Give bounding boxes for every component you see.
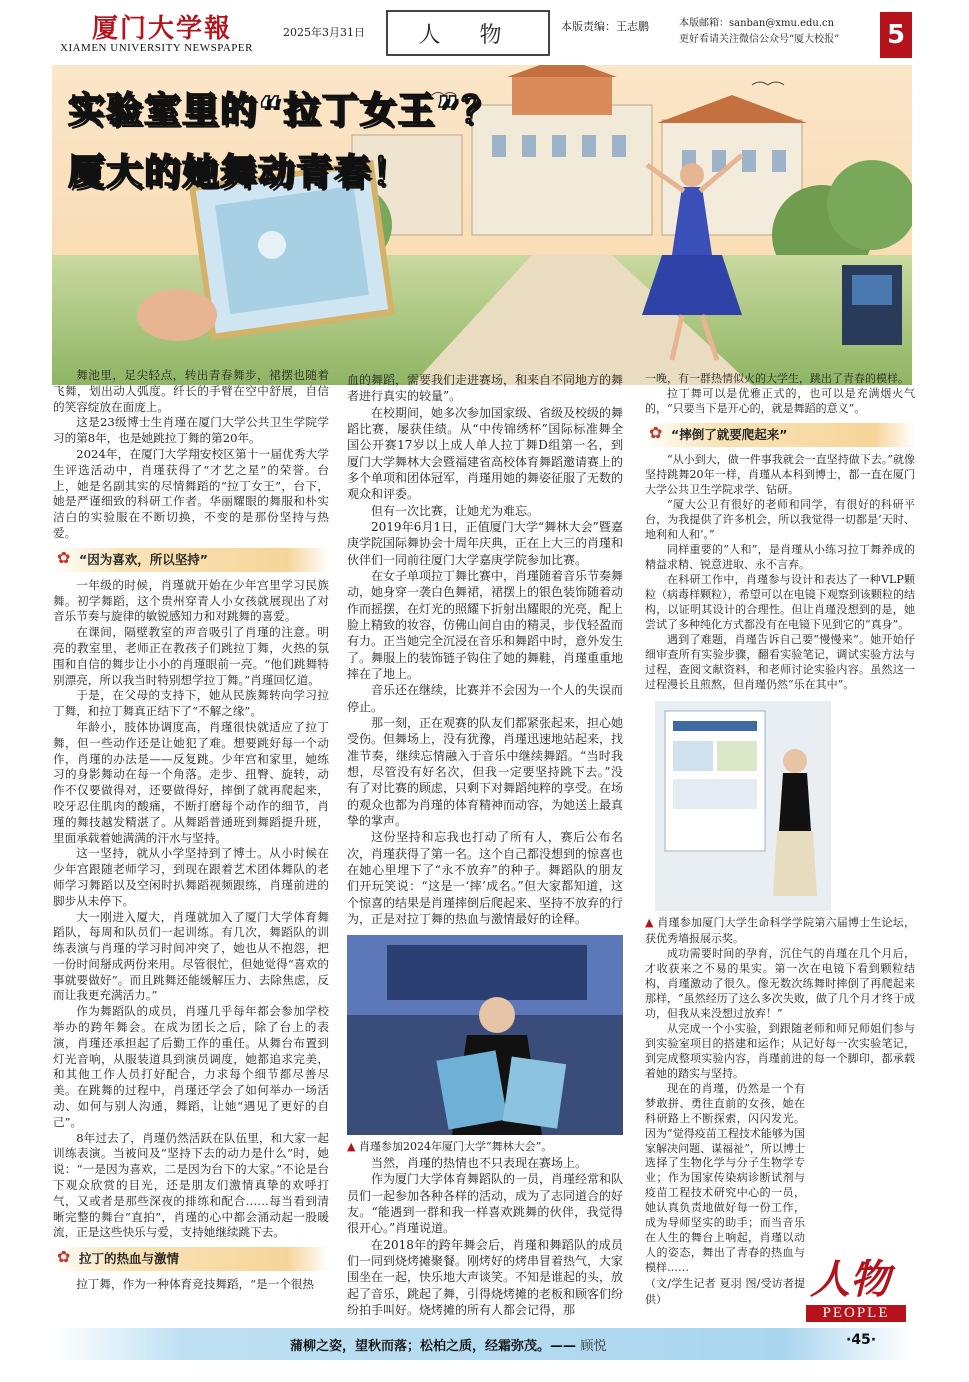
flower-icon: ✿ — [57, 1247, 71, 1267]
paragraph: “厦大公卫有很好的老师和同学，有很好的科研平台，为我提供了许多机会，所以我觉得一切都是‘天时、地利和人和’。” — [645, 497, 915, 541]
paragraph: 2024年，在厦门大学翔安校区第十一届优秀大学生评选活动中，肖瑾获得了“才艺之星”的荣誉。台上，她是名副其实的尽情舞蹈的“拉丁女王”，台下，她是严谨细致的科研工作者。华丽耀眼的舞服和朴实洁白的实验服在不断切换，不变的是那份坚持与热爱。 — [53, 446, 329, 540]
paragraph: 这是23级博士生肖瑾在厦门大学公共卫生学院学习的第8年，也是她跳拉丁舞的第20年。 — [53, 415, 329, 446]
paragraph: 舞池里，足尖轻点，转出青春舞步，裙摆也随着飞舞，划出动人弧度。纤长的手臂在空中舒展，自信的笑容绽放在面庞上。 — [53, 368, 329, 414]
paragraph: 一晚，有一群热情似火的大学生，跳出了青春的模样。 — [645, 372, 909, 385]
caption-text: 肖瑾参加厦门大学生命科学学院第六届博士生论坛，获优秀墙报展示奖。 — [645, 915, 916, 945]
paragraph: 现在的肖瑾，仍然是一个有梦敢拼、勇往直前的女孩，她在科研路上不断探索，闪闪发光。因为“觉得疫苗工程技术能够为国家解决问题、谋福祉”，所以博士选择了生物化学与分子生物学专业；作为国家传染病诊断试剂与疫苗工程技术研究中心的一员，她认真负责地做好每一份工作，成为导师坚实的助手；而当音乐在人生的舞台上响起，肖瑾以动人的姿态，舞出了青春的热血与模样…… — [645, 1081, 805, 1275]
issue-date: 2025年3月31日 — [283, 26, 365, 39]
paragraph: 在校期间，她多次参加国家级、省级及校级的舞蹈比赛，屡获佳绩。从“中传锦绣杯”国际标准舞全国公开赛17岁以上成人单人拉丁舞D组第一名，到厦门大学舞林大会暨福建省高校体育舞蹈邀请赛上的多个单项和团体冠军，肖瑾用她的舞姿征服了无数的观众和评委。 — [347, 405, 624, 502]
caption-text: 肖瑾参加2024年厦门大学“舞林大会”。 — [358, 1140, 553, 1154]
paragraph: 拉丁舞，作为一种体育竞技舞蹈，“是一个很热 — [76, 1277, 314, 1292]
subheading-text: “因为喜欢，所以坚持” — [79, 551, 208, 567]
newspaper-logo: 厦门大学報 — [92, 14, 233, 44]
paragraph: 2019年6月1日，正值厦门大学“舞林大会”暨嘉庚学院国际舞协会十周年庆典，正在上大三的肖瑾和伙伴们一同前往厦门大学嘉庚学院参加比赛。 — [347, 519, 624, 567]
footer-page-number: ·45· — [846, 1332, 877, 1348]
paragraph: 这份坚持和忘我也打动了所有人，赛后公布名次，肖瑾获得了第一名。这个自己都没想到的惊喜也在她心里埋下了“永不放弃”的种子。舞蹈队的朋友们开玩笑说：“这是一‘摔’成名。”但大家都知道，这个惊喜的结果是肖瑾摔倒后爬起来、坚持不放弃的行为，正是对拉丁舞的热血与激情最好的诠释。 — [347, 830, 624, 926]
contact-email: 本版邮箱：sanban@xmu.edu.cn — [679, 18, 835, 29]
paragraph: 遇到了难题，肖瑾告诉自己要“慢慢来”。她开始仔细审查所有实验步骤，翻看实验笔记，调试实验方法与过程，查阅文献资料，和老师讨论实验内容。虽然这一过程漫长且煎熬，但肖瑾仍然“乐在其中”。 — [645, 632, 915, 691]
paragraph: 音乐还在继续，比赛并不会因为一个人的失误而停止。 — [347, 683, 624, 714]
quote-text: 蒲柳之姿，望秋而落；松柏之质，经霜弥茂。—— — [290, 1339, 577, 1354]
flower-icon: ✿ — [649, 422, 663, 442]
people-logo-en: PEOPLE — [806, 1305, 906, 1322]
article-column-3 — [645, 372, 915, 1308]
paragraph: 但有一次比赛，让她尤为难忘。 — [371, 503, 540, 518]
paragraph: 在课间，隔壁教室的声音吸引了肖瑾的注意。明亮的教室里，老师正在教孩子们跳拉丁舞，火热的氛围和自信的舞步让小小的肖瑾眼前一亮。“他们跳舞特别漂亮，所以我当时特别想学拉丁舞。”肖瑾回忆道。 — [53, 625, 329, 687]
photo-image — [347, 935, 623, 1135]
paragraph: 当然，肖瑾的热情也不只表现在赛场上。 — [371, 1156, 588, 1171]
paragraph: 作为厦门大学体育舞蹈队的一员，肖瑾经常和队员们一起参加各种各样的活动，成为了志同道合的好友。“能遇到一群和我一样喜欢跳舞的伙伴，我觉得很开心。”肖瑾说道。 — [347, 1172, 624, 1236]
people-logo-cn: 人物 — [810, 1256, 890, 1303]
contact-wechat: 更好看请关注微信公众号“厦大校报” — [679, 34, 840, 45]
photo-caption — [347, 1139, 623, 1155]
paragraph: 从完成一个小实验，到跟随老师和师兄师姐们参与到实验室项目的搭建和运作；从记好每一次实验笔记，到完成整项实验内容，肖瑾前进的每一个脚印，都承载着她的踏实与坚持。 — [645, 1021, 915, 1080]
paragraph: “从小到大，做一件事我就会一直坚持做下去。”就像坚持跳舞20年一样，肖瑾从本科到博士，都一直在厦门大学公共卫生学院求学、钻研。 — [645, 452, 915, 496]
newspaper-name-en: XIAMEN UNIVERSITY NEWSPAPER — [60, 42, 253, 54]
subheading — [53, 548, 329, 572]
triangle-icon: ▲ — [645, 915, 658, 929]
article-column-1 — [53, 368, 329, 1293]
poster-award-photo — [655, 701, 831, 911]
masthead — [0, 0, 969, 64]
people-section-logo — [806, 1248, 906, 1322]
paragraph: 同样重要的“人和”，是肖瑾从小练习拉丁舞养成的精益求精、锐意进取、永不言弃。 — [645, 542, 915, 571]
byline: （文/学生记者 夏羽 图/受访者提供） — [645, 1277, 805, 1307]
subheading — [645, 423, 915, 447]
photo-caption — [645, 915, 915, 947]
photo-image — [655, 701, 831, 911]
triangle-icon: ▲ — [347, 1140, 359, 1154]
contact-info — [679, 16, 839, 48]
page-number-badge: 5 — [880, 12, 912, 58]
dance-event-photo — [347, 935, 623, 1135]
paragraph: 大一刚进入厦大，肖瑾就加入了厦门大学体育舞蹈队，每周和队员们一起训练。有几次，舞蹈队的训练表演与肖瑾的学习时间冲突了，她也从不抱怨，把一份时间掰成两份来用。尽管很忙，但她觉得“喜欢的事就要做好”。而且跳舞还能缓解压力、去除焦虑，反而让我更充满活力。” — [53, 909, 329, 1003]
subheading — [53, 1247, 329, 1271]
paragraph: 年龄小，肢体协调度高，肖瑾很快就适应了拉丁舞，但一些动作还是让她犯了难。想要跳好每一个动作，肖瑾的办法是——反复跳。少年宫和家里，她练习的身影舞动在每一个角落。走步、扭臀、旋转，动作不仅要做得对，还要做得好，摔倒了就再爬起来，咬牙忍住肌肉的酸痛，不断打磨每个动作的细节，肖瑾的舞技越发精湛了。从舞蹈普通班到舞蹈提升班，里面承载着她满满的汗水与坚持。 — [53, 719, 329, 845]
headline-line-1: 实验室里的“拉丁女王”？ — [68, 90, 500, 131]
paragraph: 8年过去了，肖瑾仍然活跃在队伍里，和大家一起训练表演。当被问及“坚持下去的动力是什么”时，她说：“一是因为喜欢，二是因为台下的大家。”不论是台下观众欣赏的目光，还是朋友们激情真挚的欢呼打气，又或者是那些深夜的排练和配合……每当看到清晰完整的舞台“直拍”，肖瑾的心中都会涌动起一股暖流，正是这些快乐与爱，支持她继续跳下去。 — [53, 1130, 329, 1240]
page-editor: 本版责编：王志鹏 — [561, 20, 649, 33]
paragraph: 于是，在父母的支持下，她从民族舞转向学习拉丁舞，和拉丁舞真正结下了“不解之缘”。 — [53, 688, 329, 719]
paragraph: 在科研工作中，肖瑾参与设计和表达了一种VLP颗粒（病毒样颗粒），希望可以在电镜下观察到该颗粒的结构，以证明其设计的合理性。但让肖瑾没想到的是，她尝试了多种纯化方式都没有在电镜下见到它的“真身”。 — [645, 572, 915, 631]
paragraph: 作为舞蹈队的成员，肖瑾几乎每年都会参加学校举办的跨年舞会。在成为团长之后，除了台上的表演，肖瑾还承担起了后勤工作的重任。从舞台布置到灯光音响，从服装道具到演员调度，她都追求完美，和其他工作人员打好配合，力求每个细节都尽善尽美。在跳舞的过程中，肖瑾还学会了如何举办一场活动、如何与别人沟通，舞蹈，让她“遇见了更好的自己”。 — [53, 1004, 329, 1129]
subheading-text: 拉丁的热血与激情 — [79, 1251, 180, 1267]
subheading-text: “摔倒了就要爬起来” — [671, 427, 788, 443]
headline-line-2: 厦大的她舞动青春！ — [68, 152, 411, 193]
paragraph: 在2018年的跨年舞会后，肖瑾和舞蹈队的成员们一同到烧烤摊聚餐。刚烤好的烤串冒着热气，大家围坐在一起，快乐地大声谈笑。不知是谁起的头，放起了音乐，跳起了舞，引得烧烤摊的老板和顾客们纷纷拍手叫好。烧烤摊的所有人都会记得，那 — [347, 1237, 624, 1318]
section-title: 人 物 — [386, 10, 550, 56]
paragraph: 那一刻，正在观赛的队友们都紧张起来，担心她受伤。但舞场上，没有犹豫，肖瑾迅速地站起来，找准节奏，继续忘情融入于音乐中继续舞蹈。“当时我想，尽管没有好名次，但我一定要坚持跳下去。”没有了对比赛的顾虑，只剩下对舞蹈纯粹的享受。在场的观众也都为肖瑾的体育精神而动容，为她送上最真挚的掌声。 — [347, 715, 624, 828]
flower-icon: ✿ — [57, 547, 71, 567]
paragraph: 血的舞蹈，需要我们走进赛场，和来自不同地方的舞者进行真实的较量”。 — [347, 373, 624, 404]
article-column-2 — [347, 372, 623, 1318]
paragraph: 拉丁舞可以是优雅正式的，也可以是充满烟火气的，“只要当下是开心的，就是舞蹈的意义”。 — [645, 386, 915, 415]
footer-quote — [290, 1335, 607, 1354]
quote-author: 顾悦 — [580, 1339, 607, 1354]
paragraph: 成功需要时间的孕育，沉住气的肖瑾在几个月后，才收获来之不易的果实。第一次在电镜下看到颗粒结构，肖瑾激动了很久。像无数次练舞时摔倒了再爬起来那样，“虽然经历了这么多次失败，做了几个月才终于成功，但我从来没想过放弃！” — [645, 946, 915, 1020]
paragraph: 在女子单项拉丁舞比赛中，肖瑾随着音乐节奏舞动，她身穿一袭白色舞裙，裙摆上的银色装饰随着动作而摇摆，在灯光的照耀下折射出耀眼的光亮，配上脸上精致的妆容，仿佛山间自由的精灵，步伐轻盈而有力。正当她完全沉浸在音乐和舞蹈中时，意外发生了。舞服上的装饰链子钩住了她的舞鞋，肖瑾重重地摔在了地上。 — [347, 568, 624, 681]
paragraph: 这一坚持，就从小学坚持到了博士。从小时候在少年宫跟随老师学习，到现在跟着艺术团体舞队的老师学习舞蹈以及空闲时扒舞蹈视频跟练，肖瑾前进的脚步从未停下。 — [53, 846, 329, 908]
paragraph: 一年级的时候，肖瑾就开始在少年宫里学习民族舞。初学舞蹈，这个贵州穿青人小女孩就展现出了对音乐节奏与旋律的敏锐感知力和对跳舞的喜爱。 — [53, 577, 329, 624]
